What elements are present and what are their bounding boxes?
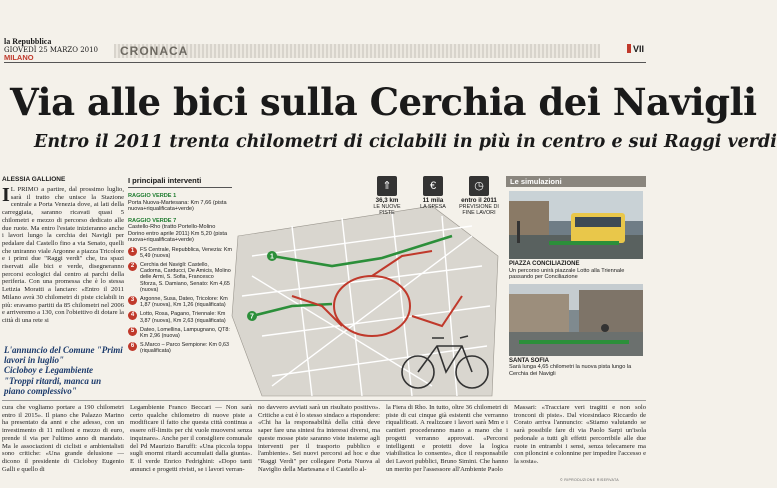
map-marker-7-label: 7 bbox=[250, 313, 254, 321]
intervention-number: 6 bbox=[128, 342, 137, 351]
photo-2-illustration bbox=[509, 284, 643, 356]
photo-1-illustration bbox=[509, 191, 643, 259]
article-column-bottom-2: Legambiente Franco Beccari — Non sarà certo qualche chilometro di nuove piste a modificare il fatto che questa città continua a essere off-limits per chi vuole muoversi senza inquinare». Anche per il consigliere comunale del Pd Maurizio Baruffi: «Una piccola toppa sugli enormi ritardi accumulati dalla giunta». E il verde Enrico Fedrighini: «Dopo tanti annunci e progetti rivisti, se i lavori verran- bbox=[130, 404, 252, 473]
stat-label: PREVISIONE DI FINE LAVORI bbox=[459, 204, 499, 216]
photo-2-caption bbox=[509, 358, 643, 378]
intervention-number: 5 bbox=[128, 327, 137, 336]
money-bag-icon: € bbox=[423, 176, 443, 196]
intervention-item bbox=[128, 311, 232, 323]
intervention-text: Lotto, Rosa, Pagano, Triennale: Km 3,87 (nuova), Km 2,63 (riqualificata) bbox=[140, 311, 226, 324]
intervention-item bbox=[128, 296, 232, 308]
intervention-text: S.Marco – Parco Sempione: Km 0,63 (riqualificata) bbox=[140, 342, 229, 355]
masthead-left bbox=[4, 38, 98, 62]
clock-icon: ◷ bbox=[469, 176, 489, 196]
map-marker-1-label: 1 bbox=[270, 253, 274, 261]
stats-bar bbox=[366, 176, 502, 222]
article-body-1: L PRIMO a partire, dal prossimo luglio, sarà il tratto che unisce la Stazione centrale a Porta Venezia dove, ai lati della carreggiata, saranno ricavati quasi 5 chilometri e mezzo di percorso dedicato alle due ruote. Ma entro l'estate inizieranno anche i lavori lungo la cerchia dei Navigli per pedalare dal Castello fino a via Senato, quelli che uniranno viale Argonne a piazza Tricolore e i primi due "Raggi verdi" che, tra spazi riservati alle bici e verde, disegneranno percorsi ecologici dal centro ai parchi della periferia. Con una promessa che è lo stessa Letizia Moratti a lanciare: «Entro il 2011 Milano avrà 30 chilometri di piste ciclabili in più: eravamo partiti da 85 chilometri nel 2006 e arriveremo a 130, con l'obiettivo di dotare la città di una rete si bbox=[2, 186, 124, 324]
stat-new-lanes bbox=[366, 176, 408, 216]
route-7-text: Castello-Rho (tratto Portello-Molino Dorino entro aprile 2011) Km 5,20 (pista nuova+riqualificata+verde) bbox=[128, 224, 228, 243]
byline: ALESSIA GALLIONE bbox=[2, 176, 66, 183]
route-raggio-verde-7 bbox=[128, 218, 232, 244]
subheadline: Entro il 2011 trenta chilometri di ciclabili in più in centro e sui Raggi verdi bbox=[34, 132, 777, 152]
photo-2-caption-title: SANTA SOFIA bbox=[509, 357, 549, 364]
intervention-text: Cerchia dei Navigli: Castello, Cadorna, Carducci, De Amicis, Molino delle Armi, S. Sofia, Francesco Sforza, S. Damiano, Senato: Km 4,65 (nuova) bbox=[140, 261, 231, 293]
newspaper-logo: la Repubblica bbox=[4, 37, 52, 46]
intervention-number: 2 bbox=[128, 262, 137, 271]
kicker-headline-c: "Troppi ritardi, manca un piano complessivo" bbox=[4, 376, 102, 396]
route-7-title: RAGGIO VERDE 7 bbox=[128, 217, 177, 224]
dropcap: I bbox=[2, 184, 10, 206]
interventions-panel bbox=[128, 176, 232, 398]
intervention-number: 4 bbox=[128, 311, 137, 320]
issue-date: GIOVEDÌ 25 MARZO 2010 bbox=[4, 46, 99, 54]
stat-value: 11 mila bbox=[422, 197, 444, 204]
intervention-text: Argonne, Susa, Dateo, Tricolore: Km 1,87 (nuova), Km 1,26 (riqualificata) bbox=[140, 295, 228, 309]
stat-value: entro il 2011 bbox=[461, 197, 497, 204]
intervention-item bbox=[128, 247, 232, 259]
intervention-item bbox=[128, 262, 232, 293]
intervention-item bbox=[128, 327, 232, 339]
simulations-sidebar bbox=[506, 176, 646, 398]
route-1-text: Porta Nuova-Martesana: Km 7,66 (pista nuova+riqualificata+verde) bbox=[128, 199, 227, 212]
road-icon: ⇑ bbox=[377, 176, 397, 196]
route-1-title: RAGGIO VERDE 1 bbox=[128, 193, 177, 199]
photo-piazza-conciliazione bbox=[509, 191, 643, 259]
photo-1-caption-text: Un percorso unirà piazzale Lotto alla Triennale passando per Conciliazione bbox=[509, 267, 625, 281]
page-number bbox=[627, 44, 644, 54]
kicker-headline-b: Cicloboy e Legambiente bbox=[4, 365, 93, 375]
intervention-text: Dateo, Lomellina, Lampugnano, QT8: Km 2,96 (nuova) bbox=[140, 326, 230, 339]
section-tag: CRONACA bbox=[114, 44, 600, 58]
photo-1-caption bbox=[509, 261, 643, 281]
edition-city: MILANO bbox=[4, 53, 34, 62]
intervention-item bbox=[128, 342, 232, 354]
route-raggio-verde-1 bbox=[128, 193, 232, 213]
page-marker-icon bbox=[627, 44, 631, 53]
headline: Via alle bici sulla Cerchia dei Navigli bbox=[10, 80, 757, 124]
intervention-number: 1 bbox=[128, 247, 137, 256]
article-column-bottom-5: Massari: «Tracciare veri tragitti e non solo tronconi di piste». Dal vicesindaco Riccardo de Corato arriva l'annuncio: «Stiamo valutando se sarà possibile fare di via Paolo Sarpi un'isola pedonale a tutti gli effetti percorribile alle due ruote in entrambi i sensi, senza telecamere ma con piloncini e colonnine per impedire l'accesso e la sosta». bbox=[514, 404, 646, 465]
interventions-title: I principali interventi bbox=[128, 176, 232, 188]
stat-completion bbox=[458, 176, 500, 216]
stat-value: 36,3 km bbox=[375, 197, 399, 204]
article-column-1 bbox=[2, 186, 124, 342]
photo-santa-sofia bbox=[509, 284, 643, 356]
intervention-text: FS Centrale, Repubblica, Venezia: Km 5,49 (nuova) bbox=[140, 246, 232, 259]
page-number-value: VII bbox=[632, 44, 644, 54]
article-column-bottom-4: la Fiera di Rho. In tutto, oltre 36 chilometri di piste di cui cinque già esistenti che verranno riqualificati. A realizzare i lavori sarà Mm e i cantieri procederanno mano a mano che i progetti verranno approvati. «Percorsi intelligenti e protetti dove la logica viabilistica lo consente», dice il responsabile dei Lavori pubblici, Bruno Simini. Che hanno un merito per l'assessore all'Ambiente Paolo bbox=[386, 404, 508, 473]
kicker-headline-a: L'annuncio del Comune "Primi lavori in luglio" bbox=[4, 345, 123, 365]
masthead-rule bbox=[4, 62, 646, 63]
stat-label: LE NUOVE PISTE bbox=[373, 204, 401, 216]
stat-label: LA SPESA bbox=[420, 204, 446, 210]
bike-lanes-map bbox=[232, 196, 500, 400]
simulations-title: Le simulazioni bbox=[506, 176, 646, 187]
masthead bbox=[4, 38, 646, 72]
stat-cost bbox=[412, 176, 454, 210]
article-column-bottom-3: no davvero avviati sarà un risultato positivo». Critiche a cui è lo stesso sindaco a rispondere: «Chi ha la responsabilità della città deve saper fare una sintesi fra interessi diversi, ma queste mosse piste saranno viste insieme agli interventi per il trasporto pubblico e l'ambiente». Sei nuovi percorsi ad hoc e due "Raggi Verdi" per collegare Porta Nuova al Naviglio della Martesana e il Castello al- bbox=[258, 404, 380, 473]
article-column-bottom-1: cura che vogliamo portare a 190 chilometri entro il 2015». Il piano che Palazzo Marino ha presentato da anni e che adesso, con un investimento di 11 milioni e mezzo di euro, prende il via per l'ultimo anno di mandato. Ma le associazioni di ciclisti e ambientalisti sono critiche: «Una grande delusione — dicono il presidente di Cicloboy Eugenio Galli e quello di bbox=[2, 404, 124, 473]
copyright-credit: © RIPRODUZIONE RISERVATA bbox=[560, 478, 619, 482]
photo-1-caption-title: PIAZZA CONCILIAZIONE bbox=[509, 261, 580, 267]
intervention-number: 3 bbox=[128, 296, 137, 305]
photo-2-caption-text: Sarà lunga 4,65 chilometri la nuova pista lungo la Cerchia dei Navigli bbox=[509, 364, 632, 377]
bottom-rule bbox=[2, 400, 646, 401]
